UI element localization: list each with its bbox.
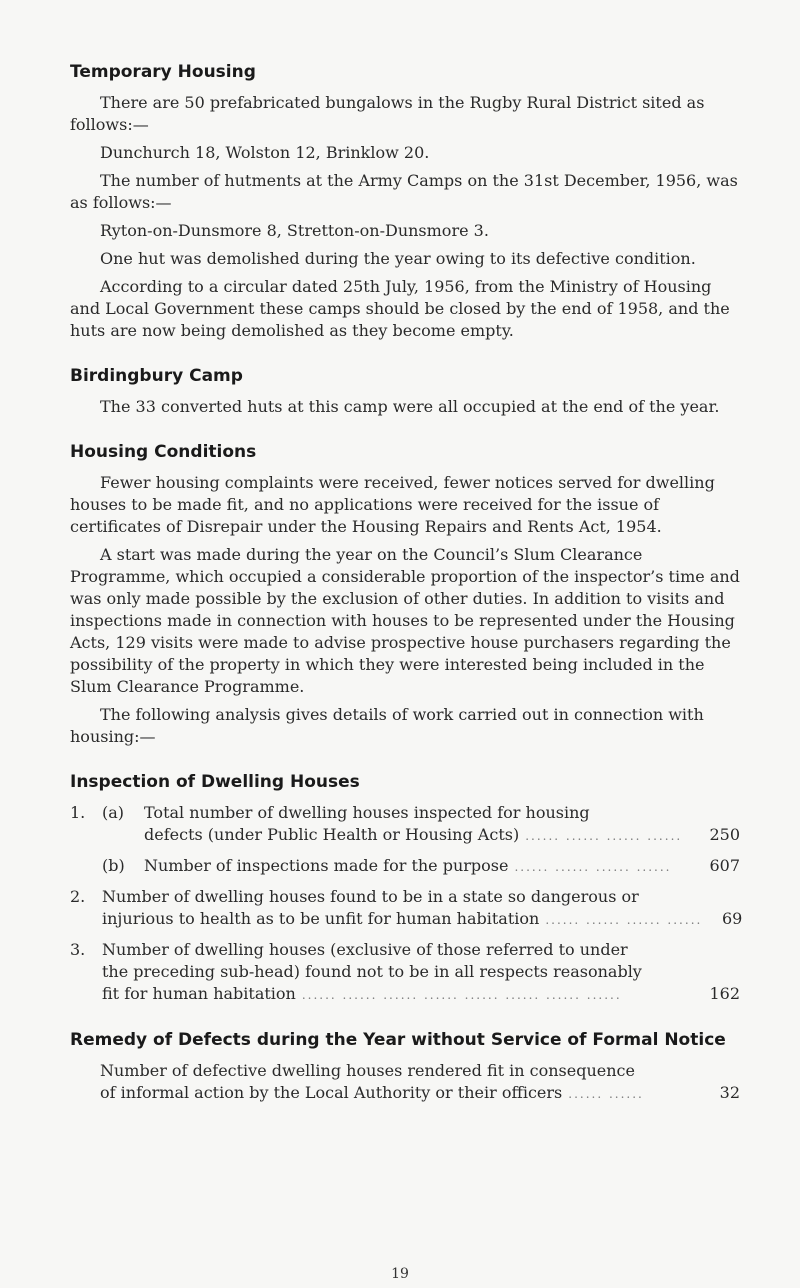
item-number: 1. (70, 803, 86, 822)
item-text: Number of dwelling houses found to be in a state so dangerous or (102, 887, 639, 906)
section-heading: Inspection of Dwelling Houses (70, 772, 360, 792)
item-text: Number of dwelling houses (exclusive of those referred to under (102, 940, 628, 959)
item-text: injurious to health as to be unfit for human habitation (102, 909, 540, 928)
paragraph: The number of hutments at the Army Camps on the 31st December, 1956, was as follows:— (70, 171, 738, 212)
paragraph: A start was made during the year on the Council’s Slum Clearance Programme, which occupied a considerable proportion of the inspector’s time and was only made possible by the exclusion of other duties. In addition to visits and inspections made in connection with houses to be represented under the Housing Acts, 129 visits were made to advise prospective house purchasers regarding the possibility of the property in which they were interested being included in the Slum Clearance Programme. (70, 545, 740, 696)
remedy-section (70, 1030, 740, 1105)
section-heading: Housing Conditions (70, 442, 257, 462)
list-item (70, 855, 740, 878)
page-number: 19 (391, 1266, 409, 1282)
item-number: 2. (70, 887, 86, 906)
item-value: 250 (709, 825, 740, 844)
list-item (70, 886, 743, 931)
item-text: of informal action by the Local Authority or their officers (100, 1083, 563, 1102)
item-text: the preceding sub-head) found not to be in all respects reasonably (102, 962, 642, 981)
paragraph: The following analysis gives details of work carried out in connection with housing:— (70, 705, 704, 746)
item-value: 69 (721, 909, 743, 928)
item-value: 162 (709, 984, 740, 1003)
birdingbury-section (70, 366, 740, 418)
inspection-list (70, 802, 743, 1006)
item-text: defects (under Public Health or Housing Acts) (144, 825, 520, 844)
item-value: 607 (709, 856, 740, 875)
sub-label: (a) (102, 803, 125, 822)
paragraph: Ryton-on-Dunsmore 8, Stretton-on-Dunsmore 3. (100, 221, 489, 240)
item-number: 3. (70, 940, 86, 959)
paragraph: The 33 converted huts at this camp were all occupied at the end of the year. (100, 397, 720, 416)
leader-dots: ...... ...... (568, 1087, 644, 1101)
item-text: fit for human habitation (102, 984, 296, 1003)
inspection-section (70, 772, 743, 1006)
section-heading: Temporary Housing (70, 62, 256, 82)
paragraph: Dunchurch 18, Wolston 12, Brinklow 20. (100, 143, 430, 162)
paragraph: According to a circular dated 25th July, 1956, from the Ministry of Housing and Local Government these camps should be closed by the end of 1958, and the huts are now being demolished as they become empty. (70, 277, 730, 340)
item-text: Number of inspections made for the purpose (144, 856, 509, 875)
section-heading: Birdingbury Camp (70, 366, 243, 386)
temporary-housing-section (70, 62, 740, 342)
paragraph: One hut was demolished during the year owing to its defective condition. (100, 249, 696, 268)
section-heading: Remedy of Defects during the Year without Service of Formal Notice (70, 1030, 726, 1050)
item-text: Total number of dwelling houses inspected for housing (144, 803, 590, 822)
leader-dots: ...... ...... ...... ...... (514, 860, 672, 874)
housing-conditions-section (70, 442, 740, 748)
paragraph: Fewer housing complaints were received, fewer notices served for dwelling houses to be made fit, and no applications were received for the issue of certificates of Disrepair under the Housing Repairs and Rents Act, 1954. (70, 473, 715, 536)
leader-dots: ...... ...... ...... ...... (525, 829, 683, 843)
item-value: 32 (719, 1083, 740, 1102)
paragraph: There are 50 prefabricated bungalows in the Rugby Rural District sited as follows:— (70, 93, 705, 134)
item-text: Number of defective dwelling houses rendered fit in consequence (100, 1061, 635, 1080)
leader-dots: ...... ...... ...... ...... (545, 913, 703, 927)
sub-label: (b) (102, 856, 125, 875)
list-item (70, 802, 740, 847)
leader-dots: ...... ...... ...... ...... ...... ...... ...... ...... (301, 988, 622, 1002)
list-item (70, 939, 740, 1006)
page-content (70, 62, 743, 1113)
list-item (70, 1060, 740, 1105)
